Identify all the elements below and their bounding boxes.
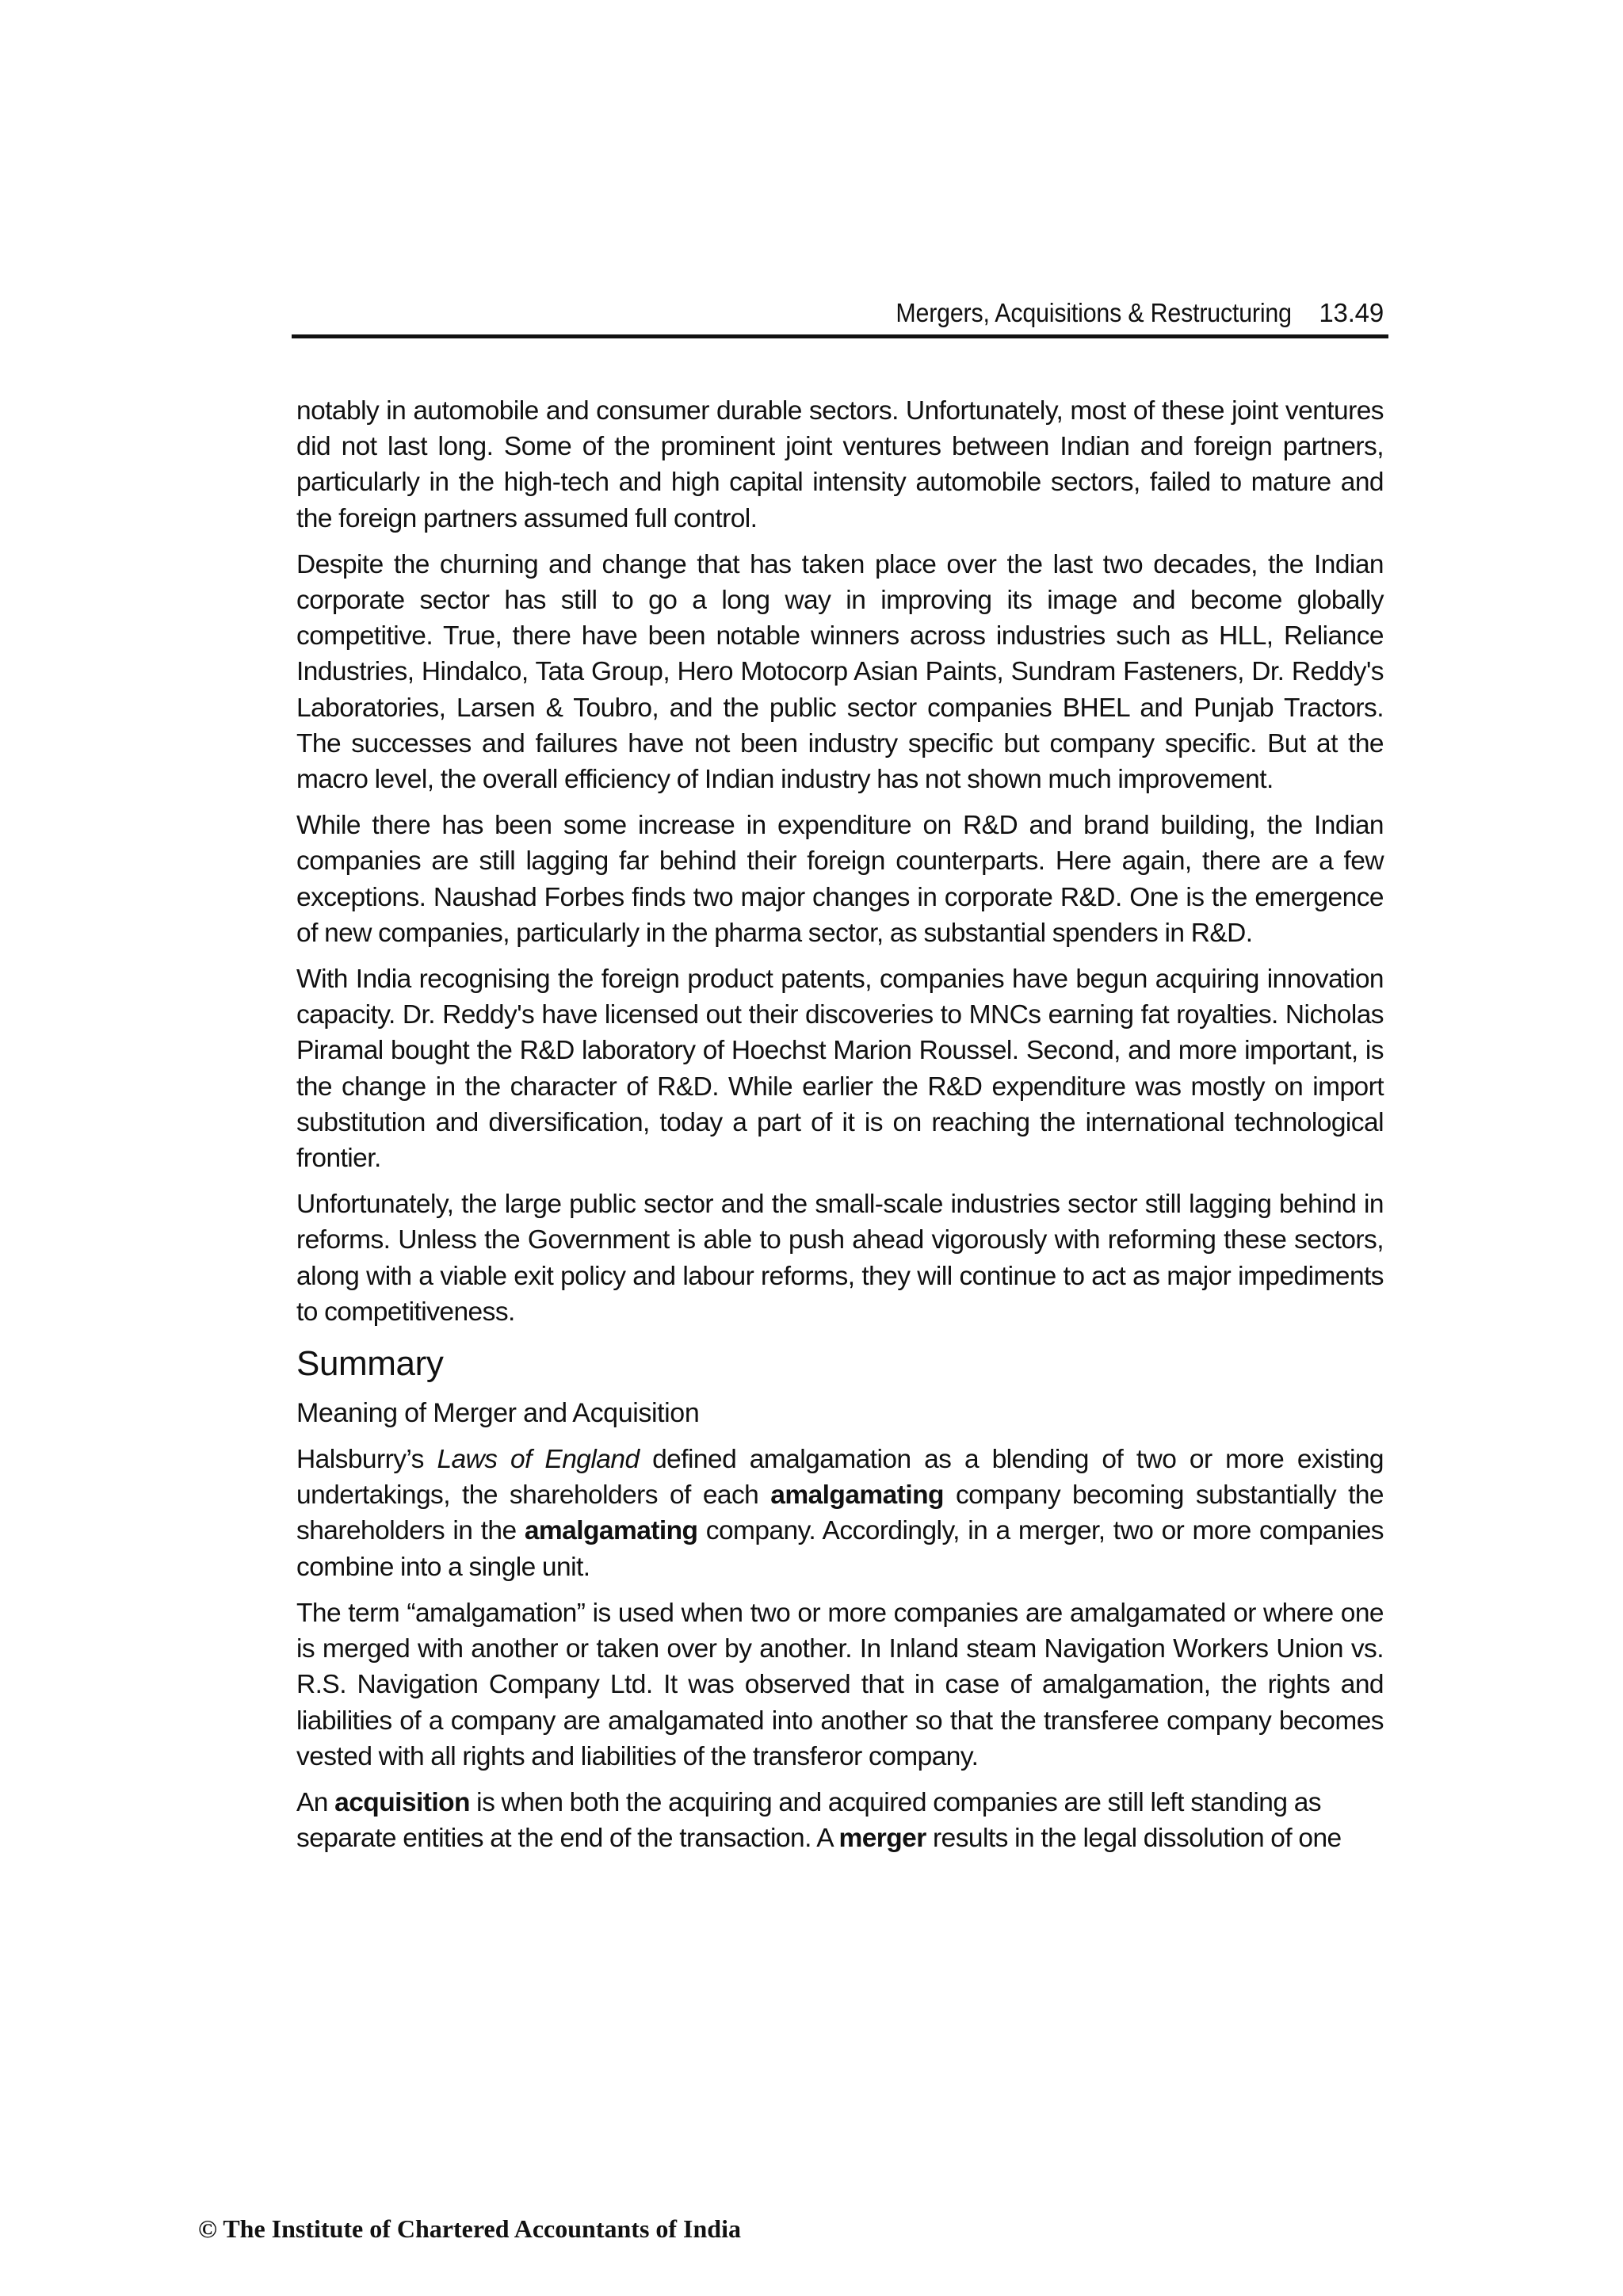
emphasis-merger: merger	[838, 1824, 926, 1854]
paragraph-amalgamation-term: The term “amalgamation” is used when two or more companies are amalgamated or where one is merged with another or taken over by another. In Inland steam Navigation Workers Union vs. R.S. Navigation Company Ltd. It was observed that in case of amalgamation, the rights and liabilities of a company are amalgamated into another so that the transferee company becomes vested with all rights and liabilities of the transferor company.	[296, 1598, 1384, 1771]
book-title: Laws of England	[437, 1445, 640, 1475]
text-run: is when both the acquiring and acquired companies are still left standing as separate entities at the end of the transaction. A	[296, 1787, 1321, 1854]
paragraph-joint-ventures: notably in automobile and consumer durable sectors. Unfortunately, most of these joint ventures did not last long. Some of the prominent joint ventures between Indian and foreign partners, particularly in the high-tech and high capital intensity automobile sectors, failed to mature and the foreign partners assumed full control.	[296, 396, 1384, 533]
text-run: company becoming substantially the shareholders in the	[296, 1480, 1384, 1546]
paragraph-innovation-capacity: With India recognising the foreign product patents, companies have begun acquiring innovation capacity. Dr. Reddy's have licensed out their discoveries to MNCs earning fat royalties. Nicholas Piramal bought the R&D laboratory of Hoechst Marion Roussel. Second, and more important, is the change in the character of R&D. While earlier the R&D expenditure was mostly on import substitution and diversification, today a part of it is on reaching the international technological frontier.	[296, 965, 1384, 1174]
header-title: Mergers, Acquisitions & Restructuring	[896, 298, 1292, 327]
paragraph-amalgamation-definition	[296, 1442, 1384, 1585]
page-number: 13.49	[1319, 298, 1384, 327]
text-run: company. Accordingly, in a merger, two or more companies combine into a single unit.	[296, 1516, 1384, 1582]
subheading-meaning: Meaning of Merger and Acquisition	[296, 1398, 700, 1429]
page-body	[296, 393, 1384, 1866]
paragraph-corporate-sector: Despite the churning and change that has taken place over the last two decades, the Indian corporate sector has still to go a long way in improving its image and become globally competitive. True, there have been notable winners across industries such as HLL, Reliance Industries, Hindalco, Tata Group, Hero Motocorp Asian Paints, Sundram Fasteners, Dr. Reddy's Laboratories, Larsen & Toubro, and the public sector companies BHEL and Punjab Tractors. The successes and failures have not been industry specific but company specific. But at the macro level, the overall efficiency of Indian industry has not shown much improvement.	[296, 549, 1384, 795]
emphasis-amalgamating: amalgamating	[770, 1480, 944, 1511]
paragraph-rnd-spending: While there has been some increase in expenditure on R&D and brand building, the Indian companies are still lagging far behind their foreign counterparts. Here again, there are a few exceptions. Naushad Forbes finds two major changes in corporate R&D. One is the emergence of new companies, particularly in the pharma sector, as substantial spenders in R&D.	[296, 811, 1384, 948]
paragraph-acquisition-vs-merger	[296, 1785, 1384, 1856]
section-heading-summary: Summary	[296, 1344, 444, 1384]
running-header-text	[861, 298, 1384, 328]
paragraph-reforms: Unfortunately, the large public sector and the small-scale industries sector still lagging behind in reforms. Unless the Government is able to push ahead vigorously with reforming these sectors, along with a viable exit policy and labour reforms, they will continue to act as major impediments to competitiveness.	[296, 1190, 1384, 1327]
copyright-footer: © The Institute of Chartered Accountants of India	[198, 2214, 741, 2243]
text-run: An	[296, 1787, 335, 1817]
emphasis-amalgamating: amalgamating	[524, 1516, 698, 1546]
running-header	[292, 296, 1388, 338]
text-run: Halsburry’s	[296, 1445, 437, 1475]
emphasis-acquisition: acquisition	[334, 1787, 470, 1817]
text-run: defined amalgamation as a blending of two or more existing undertakings, the shareholders of each	[296, 1445, 1384, 1511]
text-run: results in the legal dissolution of one	[926, 1824, 1342, 1854]
